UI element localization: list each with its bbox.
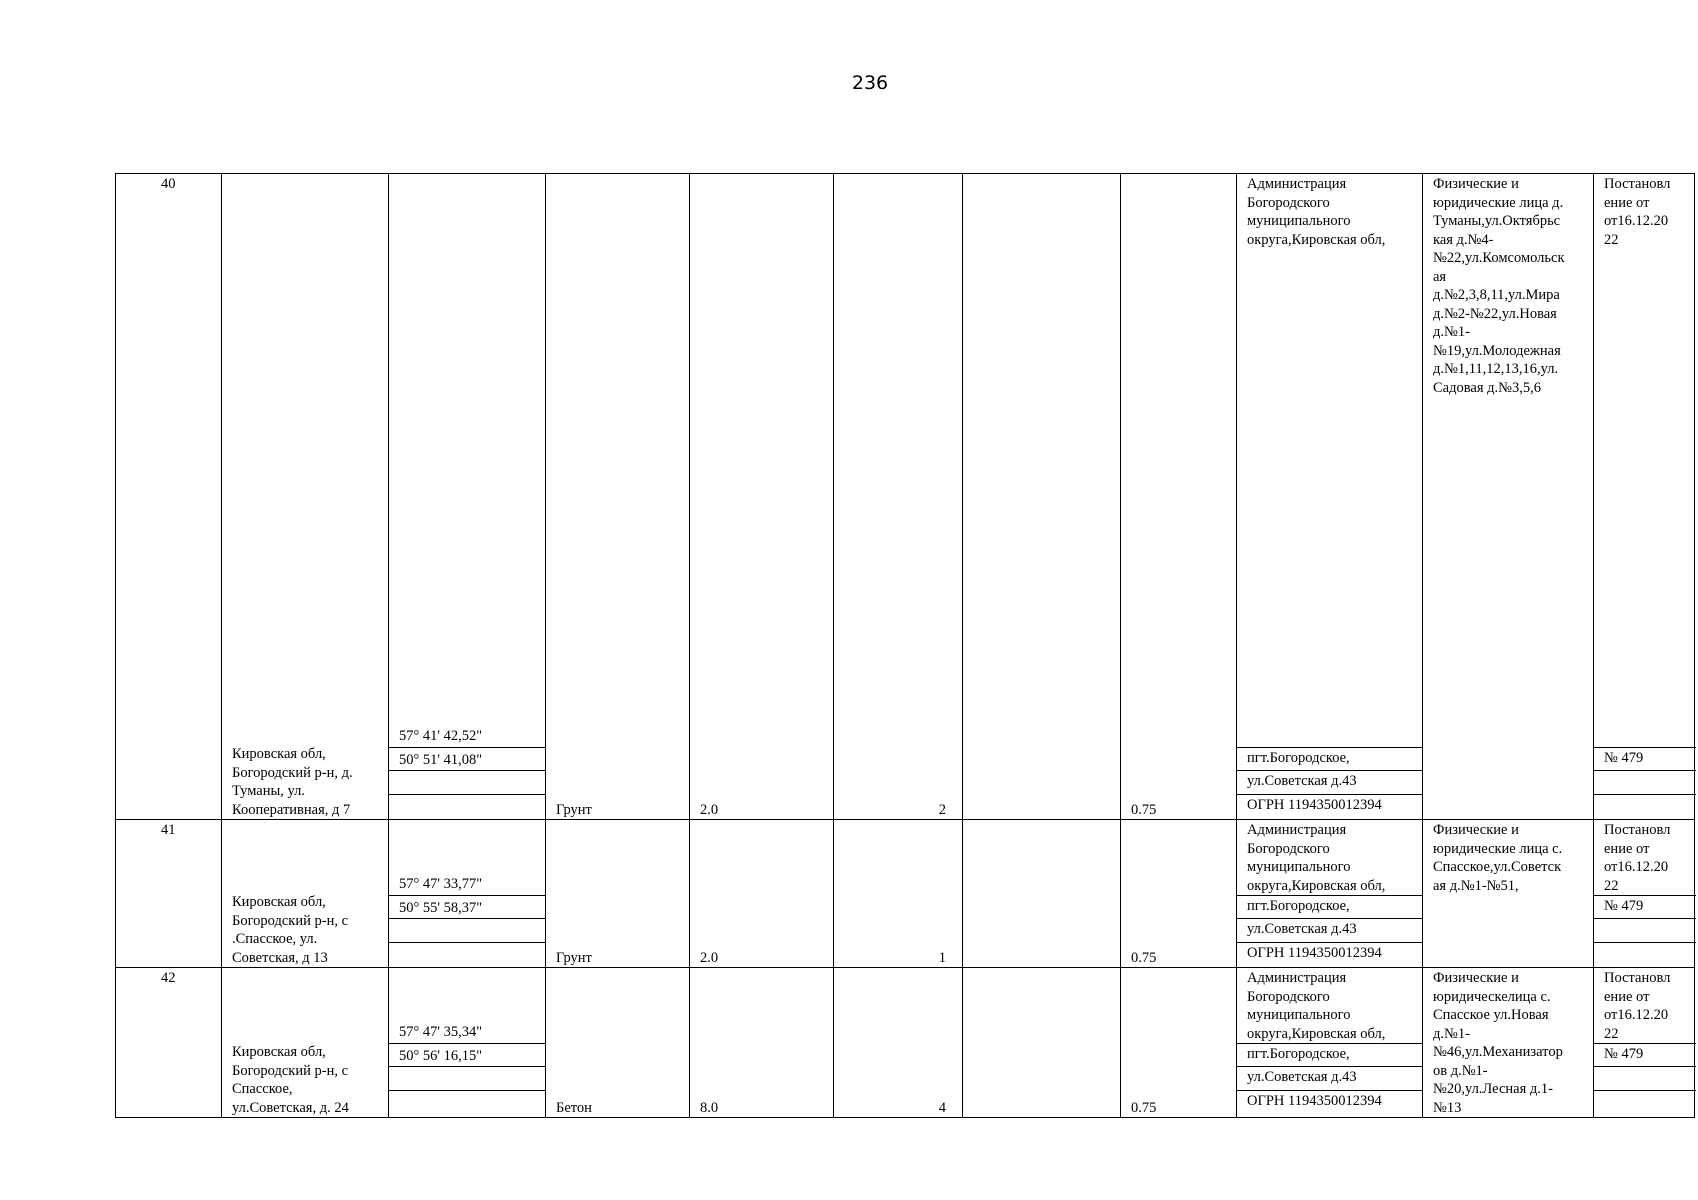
waste-sources: Физические и юридические лица д. Туманы,ул.Октябрьс кая д.№4- №22,ул.Комсомольск ая д.№2,3,8,11,ул.Мира д.№2-№22,ул.Новая д.№1- №19,ул.Молодежная д.№1,11,12,13,16,ул. Садовая д.№3,5,6 <box>1433 176 1565 396</box>
owner-ogrn: ОГРН 1194350012394 <box>1247 945 1382 961</box>
object-address: Кировская обл, Богородский р-н, с Спасское, ул.Советская, д. 24 <box>232 1044 349 1116</box>
owner-locality: пгт.Богородское, <box>1247 750 1350 766</box>
table-row <box>115 967 1695 1118</box>
owner-name: Администрация Богородского муниципального округа,Кировская обл, <box>1247 176 1386 248</box>
owner-name: Администрация Богородского муниципального округа,Кировская обл, <box>1247 822 1386 894</box>
longitude: 50° 56' 16,15" <box>399 1048 483 1064</box>
decree-number: № 479 <box>1604 898 1644 914</box>
container-volume: 0.75 <box>1131 802 1157 818</box>
surface-type: Грунт <box>556 950 592 966</box>
waste-sources: Физические и юридическелица с. Спасское ул.Новая д.№1- №46,ул.Механизатор ов д.№1- №20,ул.Лесная д.1- №13 <box>1433 970 1563 1116</box>
owner-locality: пгт.Богородское, <box>1247 1046 1350 1062</box>
container-count: 4 <box>938 1100 946 1116</box>
owner-street: ул.Советская д.43 <box>1247 921 1357 937</box>
table-row <box>115 819 1695 968</box>
area: 8.0 <box>700 1100 719 1116</box>
latitude: 57° 47' 35,34" <box>399 1024 483 1040</box>
row-number: 42 <box>161 970 176 986</box>
surface-type: Грунт <box>556 802 592 818</box>
object-address: Кировская обл, Богородский р-н, д. Туманы, ул. Кооперативная, д 7 <box>232 746 353 818</box>
owner-ogrn: ОГРН 1194350012394 <box>1247 797 1382 813</box>
latitude: 57° 41' 42,52" <box>399 728 483 744</box>
owner-ogrn: ОГРН 1194350012394 <box>1247 1093 1382 1109</box>
container-volume: 0.75 <box>1131 950 1157 966</box>
owner-locality: пгт.Богородское, <box>1247 898 1350 914</box>
area: 2.0 <box>700 950 719 966</box>
row-number: 41 <box>161 822 176 838</box>
decree-text: Постановл ение от от16.12.20 22 <box>1604 822 1671 894</box>
object-address: Кировская обл, Богородский р-н, с .Спасское, ул. Советская, д 13 <box>232 894 349 966</box>
owner-street: ул.Советская д.43 <box>1247 1069 1357 1085</box>
waste-sources: Физические и юридические лица с. Спасское,ул.Советск ая д.№1-№51, <box>1433 822 1563 894</box>
decree-text: Постановл ение от от16.12.20 22 <box>1604 176 1671 248</box>
longitude: 50° 55' 58,37" <box>399 900 483 916</box>
decree-number: № 479 <box>1604 750 1644 766</box>
row-number: 40 <box>161 176 176 192</box>
latitude: 57° 47' 33,77" <box>399 876 483 892</box>
container-volume: 0.75 <box>1131 1100 1157 1116</box>
table-row <box>115 173 1695 820</box>
container-count: 1 <box>938 950 946 966</box>
decree-number: № 479 <box>1604 1046 1644 1062</box>
container-count: 2 <box>938 802 946 818</box>
owner-street: ул.Советская д.43 <box>1247 773 1357 789</box>
area: 2.0 <box>700 802 719 818</box>
owner-name: Администрация Богородского муниципального округа,Кировская обл, <box>1247 970 1386 1042</box>
page-number: 236 <box>851 72 889 94</box>
decree-text: Постановл ение от от16.12.20 22 <box>1604 970 1671 1042</box>
surface-type: Бетон <box>556 1100 592 1116</box>
longitude: 50° 51' 41,08" <box>399 752 483 768</box>
